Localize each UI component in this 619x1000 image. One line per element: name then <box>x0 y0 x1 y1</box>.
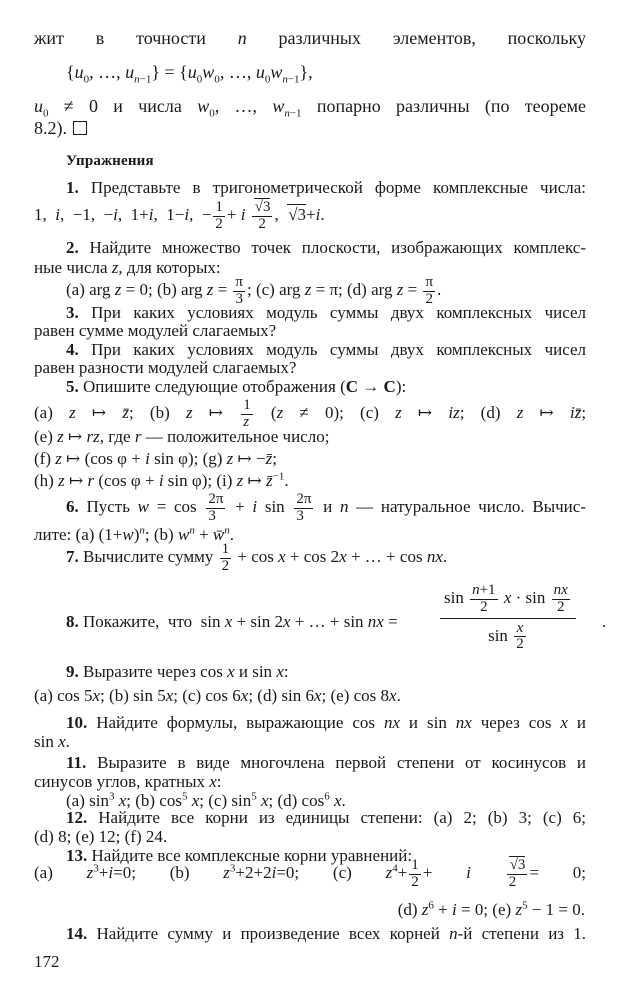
exercise-13-text: 13. Найдите все комплексные корни уравнений: <box>66 846 413 865</box>
exercise-5-text: 5. Опишите следующие отображения (C → C): <box>66 377 407 396</box>
exercise-13-math-2: (d) $z^6 + i = 0$; (e) $z^5 - 1 = 0$. <box>397 899 585 919</box>
exercise-11-text: 11. Выразите в виде многочлена первой степени от косинусов и <box>66 753 586 772</box>
exercise-2-math: (a) arg z = 0; (b) arg z = $\frac{\pi}{3}$ ; (c) arg z = π; (d) arg z = $\frac{\pi}{2}$ . <box>66 274 442 307</box>
exercise-12-text-cont: (d) 8; (e) 12; (f) 24. <box>34 827 168 846</box>
exercise-1-math: 1, i, −1, −i, 1+i, 1−i, − $\frac{1}{2}$ + i $\frac{√3}{2}$ , √3+i. <box>34 199 325 232</box>
exercise-1-text: 1. Представьте в тригонометрической форме комплексные числа: <box>66 178 586 197</box>
exercise-5-line-f: (f) z ↦ (cos φ + i sin φ); (g) z ↦ −z̄; <box>34 449 277 468</box>
intro-line-1: жит в точности n различных элементов, поскольку <box>34 28 586 48</box>
exercise-2-text-cont: ные числа z, для которых: <box>34 258 221 277</box>
exercise-6-text: 6. Пусть w = cos $\frac{2\pi}{3}$ + i sin $\frac{2\pi}{3}$ и n — натуральное число. Вычис- <box>66 491 586 524</box>
exercise-10-text: 10. Найдите формулы, выражающие cos nx и sin nx через cos x и <box>66 713 586 732</box>
intro-line-4: 8.2). <box>34 118 87 140</box>
exercise-4-text-cont: равен разности модулей слагаемых? <box>34 358 297 377</box>
exercise-14-text: 14. Найдите сумму и произведение всех корней n-й степени из 1. <box>66 924 586 943</box>
exercise-2-text: 2. Найдите множество точек плоскости, изображающих комплекс- <box>66 238 586 257</box>
exercise-8-text: 8. Покажите, что sin x + sin 2x + … + sin nx = <box>66 612 398 631</box>
exercise-10-text-cont: sin x. <box>34 732 70 751</box>
exercise-8-fraction: sin $\frac{n+1}{2}$ x · sin $\frac{nx}{2}$ sin $\frac{x}{2}$ <box>440 583 576 653</box>
intro-set-equation: {$u_0$, …, $u_{n-1}\} = \{u_0w_0$, …, $u_0w_{n-1}$}, <box>66 62 313 86</box>
section-heading: Упражнения <box>66 153 154 169</box>
exercise-5-line-h: (h) z ↦ r (cos φ + i sin φ); (i) z ↦ z̄$^{-1}$. <box>34 470 289 490</box>
exercise-6-text-cont: лите: (a) $(1+w)^n$; (b) $w^n$ + w̄$^n$. <box>34 524 234 544</box>
exercise-12-text: 12. Найдите все корни из единицы степени: (a) 2; (b) 3; (c) 6; <box>66 808 586 827</box>
exercise-7-text: 7. Вычислите сумму $\frac{1}{2}$ + cos x + cos 2x + … + cos nx. <box>66 541 448 574</box>
exercise-9-text: 9. Выразите через cos x и sin x: <box>66 662 289 681</box>
page-number: 172 <box>34 952 60 971</box>
exercise-5-line-a: (a) z ↦ z̄; (b) z ↦ $\frac{1}{z}$ (z ≠ 0); (c) z ↦ iz; (d) z ↦ iz̄; <box>34 397 587 430</box>
exercise-8-period: . <box>602 612 607 631</box>
exercise-11-math: (a) $\sin^3 x$; (b) $\cos^5 x$; (c) $\sin^5 x$; (d) $\cos^6 x$. <box>66 790 346 810</box>
exercise-5-line-e: (e) z ↦ rz, где r — положительное число; <box>34 427 330 446</box>
exercise-11-text-cont: синусов углов, кратных x: <box>34 772 222 791</box>
exercise-3-text-cont: равен сумме модулей слагаемых? <box>34 321 277 340</box>
exercise-4-text: 4. При каких условиях модуль суммы двух комплексных чисел <box>66 340 586 359</box>
exercise-13-math-1: (a) $z^3+i=0$; (b) $z^3+2+2i=0$; (c) $z^4+$ $\frac{1}{2}$ + i $\frac{√3}{2}$ = 0; <box>34 857 587 890</box>
end-of-proof-icon <box>73 121 87 135</box>
exercise-9-math: (a) cos 5x; (b) sin 5x; (c) cos 6x; (d) sin 6x; (e) cos 8x. <box>34 686 401 705</box>
intro-line-3: $u_0 \ne 0$ и числа $w_0$, …, $w_{n-1}$ попарно различны (по теореме <box>34 96 586 120</box>
exercise-3-text: 3. При каких условиях модуль суммы двух комплексных чисел <box>66 303 586 322</box>
